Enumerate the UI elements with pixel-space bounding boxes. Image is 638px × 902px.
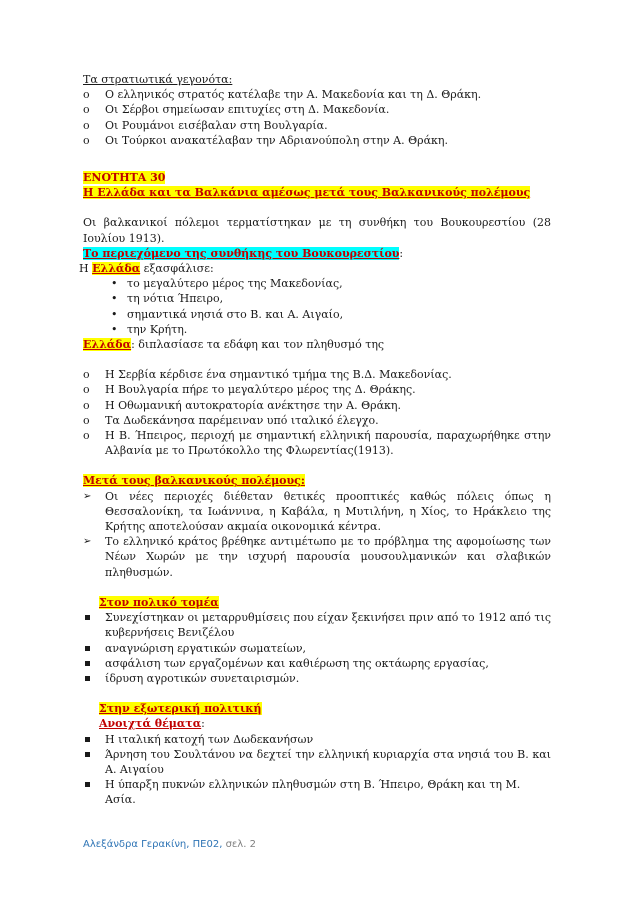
list-item: Η ύπαρξη πυκνών ελληνικών πληθυσμών στη Β. Ήπειρο, Θράκη και τη Μ. Ασία. (83, 777, 551, 807)
military-events-list (83, 87, 551, 148)
greece-gains-list (83, 276, 551, 337)
list-item: ➢ Οι νέες περιοχές διέθεταν θετικές προοπτικές καθώς πόλεις όπως η Θεσσαλονίκη, τα Ιωάννινα, η Καβάλα, η Μυτιλήνη, η Χίος, το Ηράκλειο της Κρήτης αποτελούσαν ακμαία οικονομικά κέντρα. (83, 489, 551, 535)
list-item: ➢ Το ελληνικό κράτος βρέθηκε αντιμέτωπο με το πρόβλημα της αφομοίωσης των Νέων Χωρών με την ισχυρή παρουσία μουσουλμανικών και σλαβικών πληθυσμών. (83, 534, 551, 580)
list-item: • το μεγαλύτερο μέρος της Μακεδονίας, (83, 276, 551, 291)
list-item: o Οι Ρουμάνοι εισέβαλαν στη Βουλγαρία. (83, 118, 551, 133)
list-item: • την Κρήτη. (83, 322, 551, 337)
footer-author: Αλεξάνδρα Γερακίνη, ΠΕ02, (83, 839, 226, 850)
greece-post: εξασφάλισε: (140, 262, 214, 276)
treaty-colon: : (399, 246, 404, 260)
unit-number: ΕΝΟΤΗΤΑ 30 (83, 171, 166, 185)
list-item: o Οι Σέρβοι σημείωσαν επιτυχίες στη Δ. Μακεδονία. (83, 102, 551, 117)
open-issues-heading: Ανοιχτά θέματα (99, 717, 202, 731)
greece-doubled-rest: : διπλασίασε τα εδάφη και τον πληθυσμό της (131, 338, 385, 352)
page-footer (83, 839, 256, 850)
footer-page-number: σελ. 2 (225, 839, 256, 850)
list-item: o Ο ελληνικός στρατός κατέλαβε την Α. Μακεδονία και τη Δ. Θράκη. (83, 87, 551, 102)
list-item: αναγνώριση εργατικών σωματείων, (83, 641, 551, 656)
other-states-list (83, 367, 551, 458)
list-item: o Τα Δωδεκάνησα παρέμειναν υπό ιταλικό έλεγχο. (83, 413, 551, 428)
list-item: Η ιταλική κατοχή των Δωδεκανήσων (83, 732, 551, 747)
list-item: • σημαντικά νησιά στο Β. και Α. Αιγαίο, (83, 307, 551, 322)
greece-doubled-word: Ελλάδα (83, 338, 132, 352)
greece-pre: Η (79, 262, 93, 276)
document-page (79, 72, 551, 808)
political-heading: Στον πολικό τομέα (99, 595, 219, 609)
unit-title: Η Ελλάδα και τα Βαλκάνια αμέσως μετά τους Βαλκανικούς πολέμους (83, 186, 531, 200)
list-item: ασφάλιση των εργαζομένων και καθιέρωση της οκτάωρης εργασίας, (83, 656, 551, 671)
greece-word: Ελλάδα (92, 262, 141, 276)
list-item: o Η Βουλγαρία πήρε το μεγαλύτερο μέρος της Δ. Θράκης. (83, 382, 551, 397)
after-wars-list (83, 489, 551, 580)
list-item: o Η Οθωμανική αυτοκρατορία ανέκτησε την Α. Θράκη. (83, 398, 551, 413)
list-item: o Οι Τούρκοι ανακατέλαβαν την Αδριανούπολη στην Α. Θράκη. (83, 133, 551, 148)
list-item: Συνεχίστηκαν οι μεταρρυθμίσεις που είχαν ξεκινήσει πριν από το 1912 από τις κυβερνήσεις Βενιζέλου (83, 610, 551, 640)
open-issues-colon: : (201, 717, 205, 731)
treaty-heading: Το περιεχόμενο της συνθήκης του Βουκουρεστίου (83, 246, 400, 260)
after-wars-heading: Μετά τους βαλκανικούς πολέμους: (83, 474, 305, 488)
list-item: • τη νότια Ήπειρο, (83, 291, 551, 306)
military-events-heading: Τα στρατιωτικά γεγονότα: (83, 73, 233, 86)
list-item: Άρνηση του Σουλτάνου να δεχτεί την ελληνική κυριαρχία στα νησιά του Β. και Α. Αιγαίου (83, 747, 551, 777)
foreign-heading: Στην εξωτερική πολιτική (99, 702, 262, 716)
list-item: o Η Σερβία κέρδισε ένα σημαντικό τμήμα της Β.Δ. Μακεδονίας. (83, 367, 551, 382)
list-item: o Η Β. Ήπειρος, περιοχή με σημαντική ελληνική παρουσία, παραχωρήθηκε στην Αλβανία με το Πρωτόκολλο της Φλωρεντίας(1913). (83, 428, 551, 458)
intro-paragraph: Οι βαλκανικοί πόλεμοι τερματίστηκαν με τη συνθήκη του Βουκουρεστίου (28 Ιουλίου 1913). (83, 216, 551, 245)
open-issues-list (83, 732, 551, 808)
list-item: ίδρυση αγροτικών συνεταιρισμών. (83, 671, 551, 686)
political-list (83, 610, 551, 686)
